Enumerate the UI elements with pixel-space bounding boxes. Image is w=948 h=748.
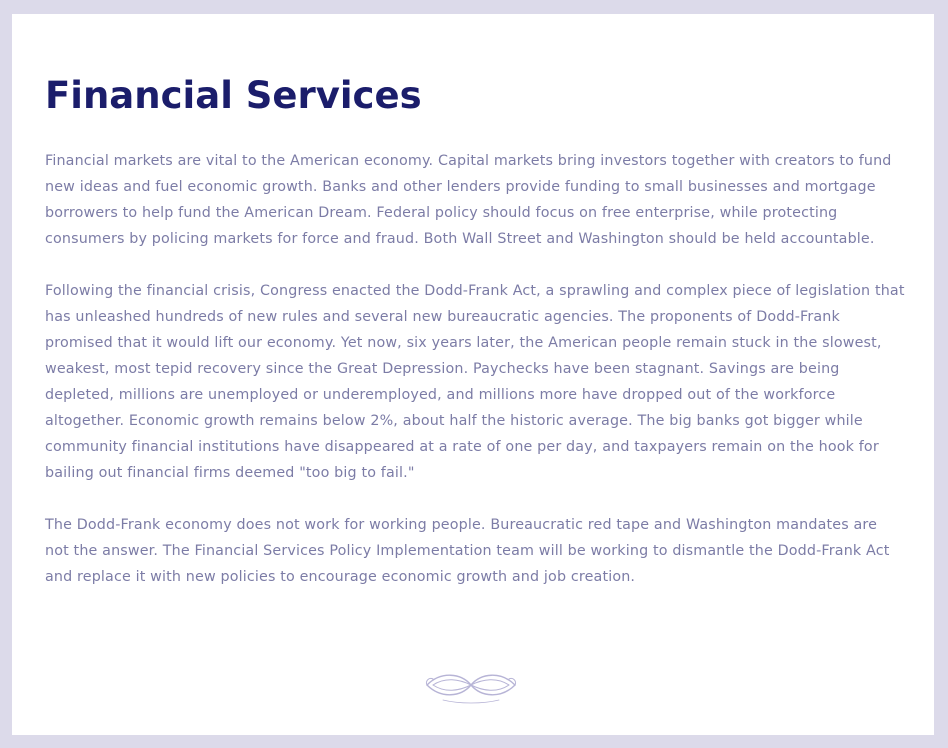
- paragraph-dodd-frank: Following the financial crisis, Congress enacted the Dodd-Frank Act, a sprawling and complex piece of legislation that has unleashed hundreds of new rules and several new bureaucratic agencies. The proponents of Dodd-Frank promised that it would lift our economy. Yet now, six years later, the American people remain stuck in the slowest, weakest, most tepid recovery since the Great Depression. Paychecks have been stagnant. Savings are being depleted, millions are unemployed or underemployed, and millions more have dropped out of the workforce altogether. Economic growth remains below 2%, about half the historic average. The big banks got bigger while community financial institutions have disappeared at a rate of one per day, and taxpayers remain on the hook for bailing out financial firms deemed "too big to fail.": [45, 283, 905, 481]
- paragraph-intro: Financial markets are vital to the American economy. Capital markets bring investors together with creators to fund new ideas and fuel economic growth. Banks and other lenders provide funding to small businesses and mortgage borrowers to help fund the American Dream. Federal policy should focus on free enterprise, while protecting consumers by policing markets for force and fraud. Both Wall Street and Washington should be held accountable.: [45, 153, 892, 247]
- content-card: [12, 14, 934, 735]
- article-body: [45, 148, 905, 616]
- flourish-divider-icon: [423, 665, 519, 705]
- page-title: Financial Services: [45, 74, 422, 117]
- paragraph-conclusion: The Dodd-Frank economy does not work for working people. Bureaucratic red tape and Washington mandates are not the answer. The Financial Services Policy Implementation team will be working to dismantle the Dodd-Frank Act and replace it with new policies to encourage economic growth and job creation.: [45, 517, 890, 585]
